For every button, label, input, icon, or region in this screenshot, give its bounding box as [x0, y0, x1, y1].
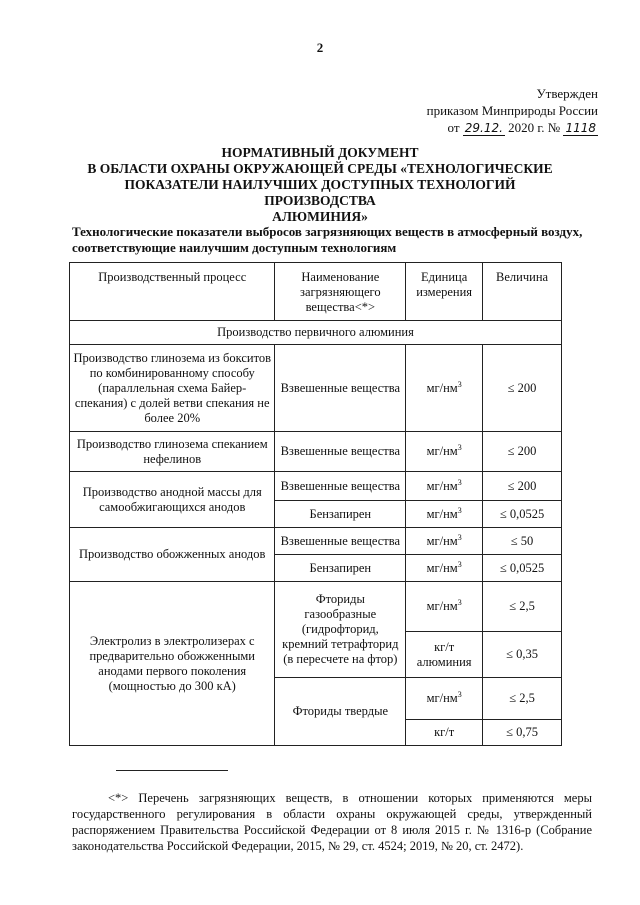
approval-line-2: приказом Минприроды России [426, 103, 598, 118]
process-cell: Производство глинозема из бокситов по комбинированному способу (параллельная схема Байер-спекания) с долей ветви спекания не более 20% [70, 345, 275, 432]
unit-cell: $мг/нм^3$ [406, 555, 483, 582]
unit-cell: $мг/нм^3$ [406, 582, 483, 632]
header-unit: Единица измерения [406, 263, 483, 321]
value-cell: ≤ 0,75 [483, 720, 562, 746]
approval-line-3 [427, 119, 598, 137]
process-cell: Производство обожженных анодов [70, 528, 275, 582]
table-row [70, 472, 562, 501]
substance-cell: Фториды твердые [275, 678, 406, 746]
title-line-3: ПОКАЗАТЕЛИ НАИЛУЧШИХ ДОСТУПНЫХ ТЕХНОЛОГИЙ ПРОИЗВОДСТВА [124, 177, 516, 208]
title-line-4: АЛЮМИНИЯ» [272, 209, 368, 224]
emissions-table [69, 262, 562, 746]
date-prefix: от [447, 120, 460, 135]
handwritten-number: 1118 [565, 121, 596, 135]
year-suffix: 2020 г. № [508, 120, 561, 135]
table-row [70, 582, 562, 632]
value-cell: ≤ 2,5 [483, 582, 562, 632]
title-line-2: В ОБЛАСТИ ОХРАНЫ ОКРУЖАЮЩЕЙ СРЕДЫ «ТЕХНОЛОГИЧЕСКИЕ [87, 161, 553, 176]
document-title [70, 145, 570, 225]
value-cell: ≤ 200 [483, 472, 562, 501]
unit-cell: кг/т алюминия [406, 632, 483, 678]
table-row [70, 432, 562, 472]
value-cell: ≤ 0,0525 [483, 501, 562, 528]
process-cell: Электролиз в электролизерах с предварительно обожженными анодами первого поколения (мощностью до 300 кА) [70, 582, 275, 746]
table-row [70, 345, 562, 432]
substance-cell: Фториды газообразные (гидрофторид, кремний тетрафторид (в пересчете на фтор) [275, 582, 406, 678]
value-cell: ≤ 200 [483, 345, 562, 432]
value-cell: ≤ 0,35 [483, 632, 562, 678]
footnote-text: <*> Перечень загрязняющих веществ, в отношении которых применяются меры государственного регулирования в области охраны окружающей среды, утвержденный распоряжением Правительства Российской Федерации от 8 июля 2015 г. № 1316-р (Собрание законодательства Российской Федерации, 2015, № 29, ст. 4524; 2019, № 20, ст. 2472). [72, 791, 592, 853]
value-cell: ≤ 2,5 [483, 678, 562, 720]
table-row [70, 528, 562, 555]
section-title: Производство первичного алюминия [70, 321, 562, 345]
process-cell: Производство глинозема спеканием нефелинов [70, 432, 275, 472]
value-cell: ≤ 0,0525 [483, 555, 562, 582]
approval-line-1: Утвержден [536, 86, 598, 101]
substance-cell: Взвешенные вещества [275, 528, 406, 555]
substance-cell: Бензапирен [275, 501, 406, 528]
header-substance: Наименование загрязняющего вещества<*> [275, 263, 406, 321]
page-number: 2 [316, 40, 324, 55]
unit-cell: $мг/нм^3$ [406, 501, 483, 528]
title-line-1: НОРМАТИВНЫЙ ДОКУМЕНТ [221, 145, 419, 160]
unit-cell: кг/т [406, 720, 483, 746]
footnote-divider [116, 770, 228, 771]
unit-cell: $мг/нм^3$ [406, 528, 483, 555]
substance-cell: Взвешенные вещества [275, 432, 406, 472]
value-cell: ≤ 50 [483, 528, 562, 555]
handwritten-date: 29.12. [464, 121, 503, 135]
value-cell: ≤ 200 [483, 432, 562, 472]
process-cell: Производство анодной массы для самообжигающихся анодов [70, 472, 275, 528]
table-subtitle: Технологические показатели выбросов загрязняющих веществ в атмосферный воздух, соответствующие наилучшим доступным технологиям [72, 224, 583, 255]
unit-cell: $мг/нм^3$ [406, 678, 483, 720]
footnote [72, 790, 592, 854]
header-value: Величина [483, 263, 562, 321]
header-process: Производственный процесс [70, 263, 275, 321]
unit-cell: $мг/нм^3$ [406, 432, 483, 472]
unit-cell: $мг/нм^3$ [406, 345, 483, 432]
table-header-row [70, 263, 562, 321]
section-row [70, 321, 562, 345]
approval-block [427, 85, 598, 137]
unit-cell: $мг/нм^3$ [406, 472, 483, 501]
substance-cell: Бензапирен [275, 555, 406, 582]
substance-cell: Взвешенные вещества [275, 345, 406, 432]
substance-cell: Взвешенные вещества [275, 472, 406, 501]
